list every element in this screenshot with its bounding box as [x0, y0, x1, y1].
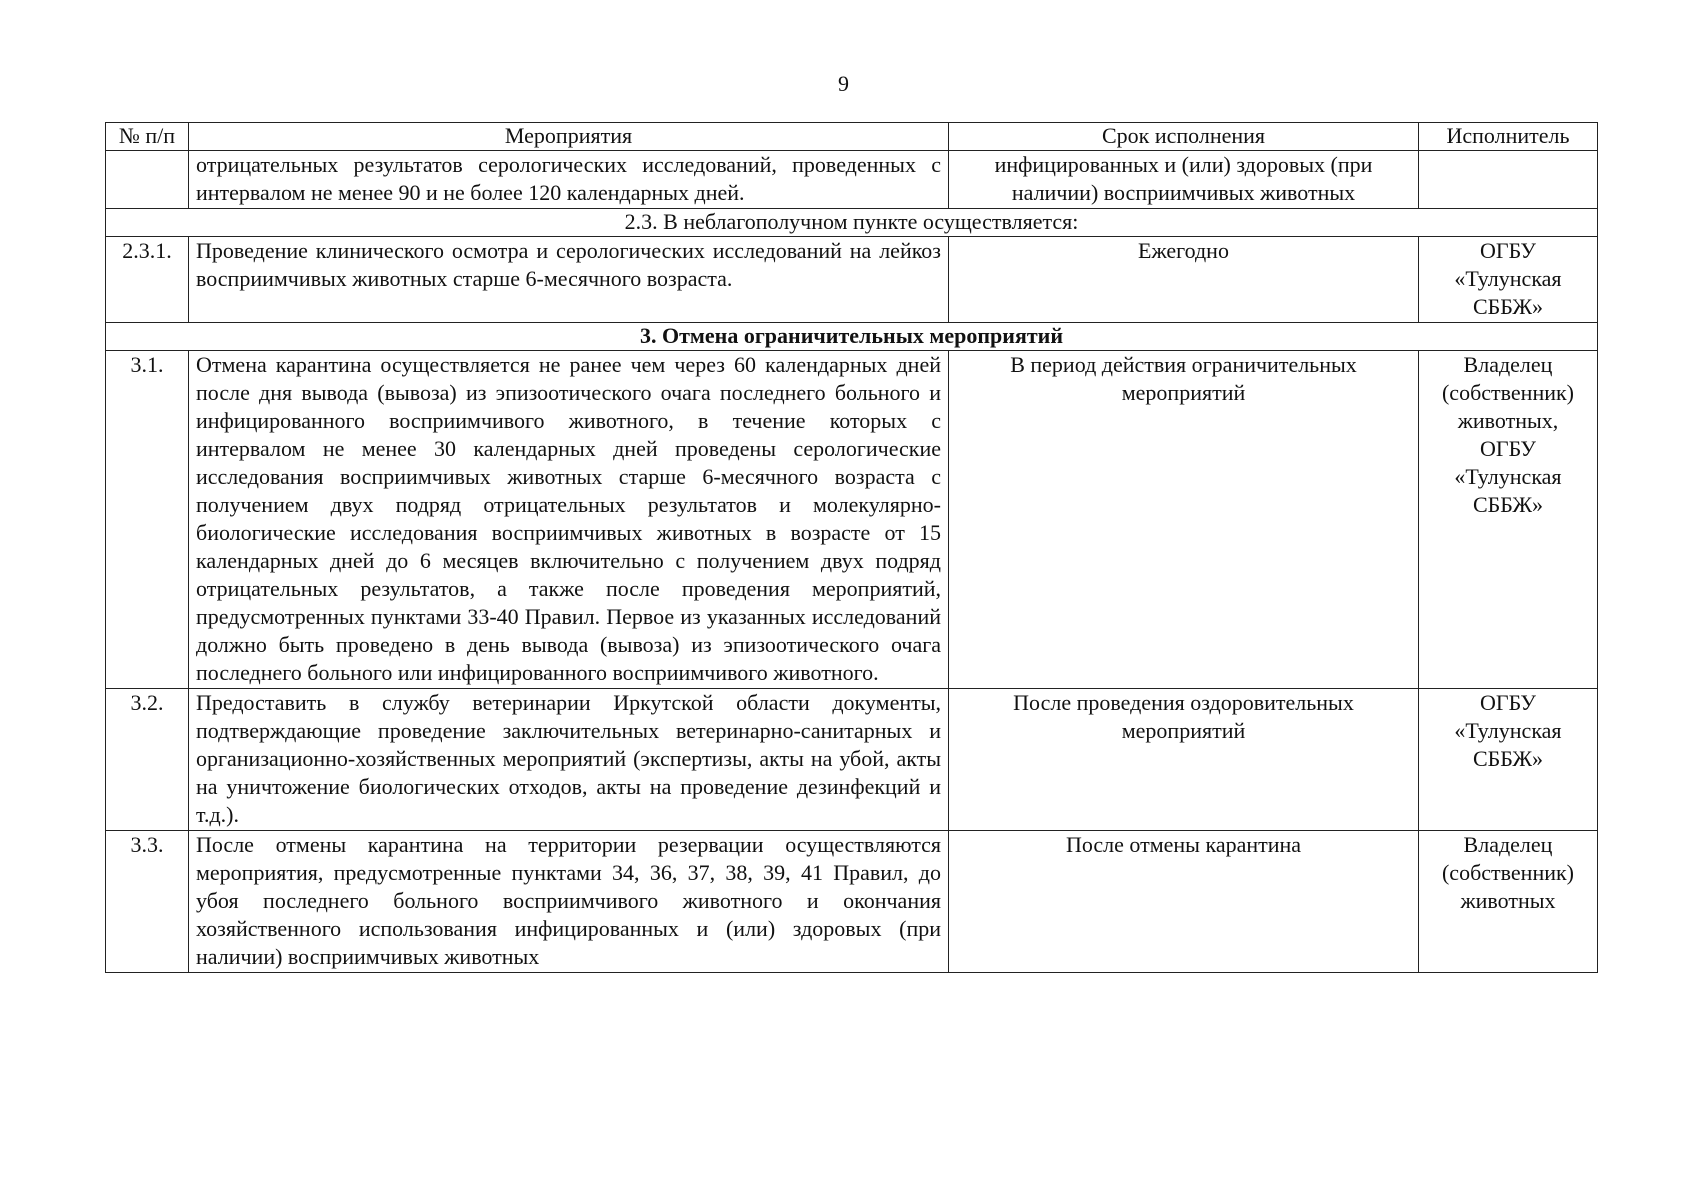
row-activity: После отмены карантина на территории резервации осуществляются мероприятия, предусмотренные пунктами 34, 36, 37, 38, 39, 41 Правил, до убоя последнего больного восприимчивого животного и окончания хозяйственного использования инфицированных и (или) здоровых (при наличии) восприимчивых животных	[189, 831, 949, 973]
table-row-3-3	[106, 831, 1598, 973]
executor-line: «Тулунская	[1454, 718, 1562, 743]
table-row-3-1	[106, 351, 1598, 689]
executor-line: (собственник)	[1441, 860, 1575, 885]
row-num: 3.1.	[106, 351, 189, 689]
term-line: мероприятий	[1121, 718, 1246, 743]
row-num: 3.3.	[106, 831, 189, 973]
executor-line: животных,	[1457, 408, 1559, 433]
executor-line: ОГБУ	[1479, 238, 1537, 263]
executor-line: ОГБУ	[1479, 436, 1537, 461]
executor-line: СББЖ»	[1472, 492, 1544, 517]
executor-line: ОГБУ	[1479, 690, 1537, 715]
page-number: 9	[838, 71, 849, 96]
section-title-3: 3. Отмена ограничительных мероприятий	[106, 323, 1598, 351]
header-executor: Исполнитель	[1419, 123, 1598, 151]
header-num: № п/п	[106, 123, 189, 151]
executor-line: СББЖ»	[1472, 746, 1544, 771]
row-term: инфицированных и (или) здоровых (при наличии) восприимчивых животных	[949, 151, 1419, 209]
executor-line: животных	[1460, 888, 1556, 913]
row-executor	[1419, 351, 1598, 689]
subsection-row-2-3	[106, 209, 1598, 237]
row-executor	[1419, 689, 1598, 831]
executor-line: «Тулунская	[1454, 266, 1562, 291]
row-executor	[1419, 831, 1598, 973]
subsection-title-2-3: 2.3. В неблагополучном пункте осуществляется:	[106, 209, 1598, 237]
row-activity: Проведение клинического осмотра и серологических исследований на лейкоз восприимчивых животных старше 6-месячного возраста.	[189, 237, 949, 323]
header-activity: Мероприятия	[189, 123, 949, 151]
row-term: Ежегодно	[949, 237, 1419, 323]
executor-line: Владелец	[1463, 832, 1553, 857]
row-num: 2.3.1.	[106, 237, 189, 323]
table-header-row	[106, 123, 1598, 151]
executor-line: (собственник)	[1441, 380, 1575, 405]
section-row-3	[106, 323, 1598, 351]
header-term: Срок исполнения	[949, 123, 1419, 151]
executor-line: «Тулунская	[1454, 464, 1562, 489]
row-term	[949, 351, 1419, 689]
table-row-2-3-1	[106, 237, 1598, 323]
row-executor	[1419, 151, 1598, 209]
row-executor	[1419, 237, 1598, 323]
row-term: После отмены карантина	[949, 831, 1419, 973]
executor-line: Владелец	[1463, 352, 1553, 377]
table-row-continued	[106, 151, 1598, 209]
row-activity: Отмена карантина осуществляется не ранее чем через 60 календарных дней после дня вывода (вывоза) из эпизоотического очага последнего больного и инфицированного восприимчивого животного, в течение которых с интервалом не менее 30 календарных дней проведены серологические исследования восприимчивых животных старше 6-месячного возраста с получением двух подряд отрицательных результатов и молекулярно-биологические исследования восприимчивых животных в возрасте от 15 календарных дней до 6 месяцев включительно с получением двух подряд отрицательных результатов, а также после проведения мероприятий, предусмотренных пунктами 33-40 Правил. Первое из указанных исследований должно быть проведено в день вывода (вывоза) из эпизоотического очага последнего больного или инфицированного восприимчивого животного.	[189, 351, 949, 689]
row-term	[949, 689, 1419, 831]
row-activity: Предоставить в службу ветеринарии Иркутской области документы, подтверждающие проведение заключительных ветеринарно-санитарных и организационно-хозяйственных мероприятий (экспертизы, акты на убой, акты на уничтожение биологических отходов, акты на проведение дезинфекций и т.д.).	[189, 689, 949, 831]
term-line: В период действия ограничительных	[1010, 352, 1357, 377]
executor-line: СББЖ»	[1472, 294, 1544, 319]
row-num: 3.2.	[106, 689, 189, 831]
row-num-cell	[106, 151, 189, 209]
term-line: мероприятий	[1121, 380, 1246, 405]
row-activity: отрицательных результатов серологических исследований, проведенных с интервалом не менее 90 и не более 120 календарных дней.	[189, 151, 949, 209]
term-line: После проведения оздоровительных	[1013, 690, 1354, 715]
measures-table	[105, 122, 1598, 973]
table-row-3-2	[106, 689, 1598, 831]
